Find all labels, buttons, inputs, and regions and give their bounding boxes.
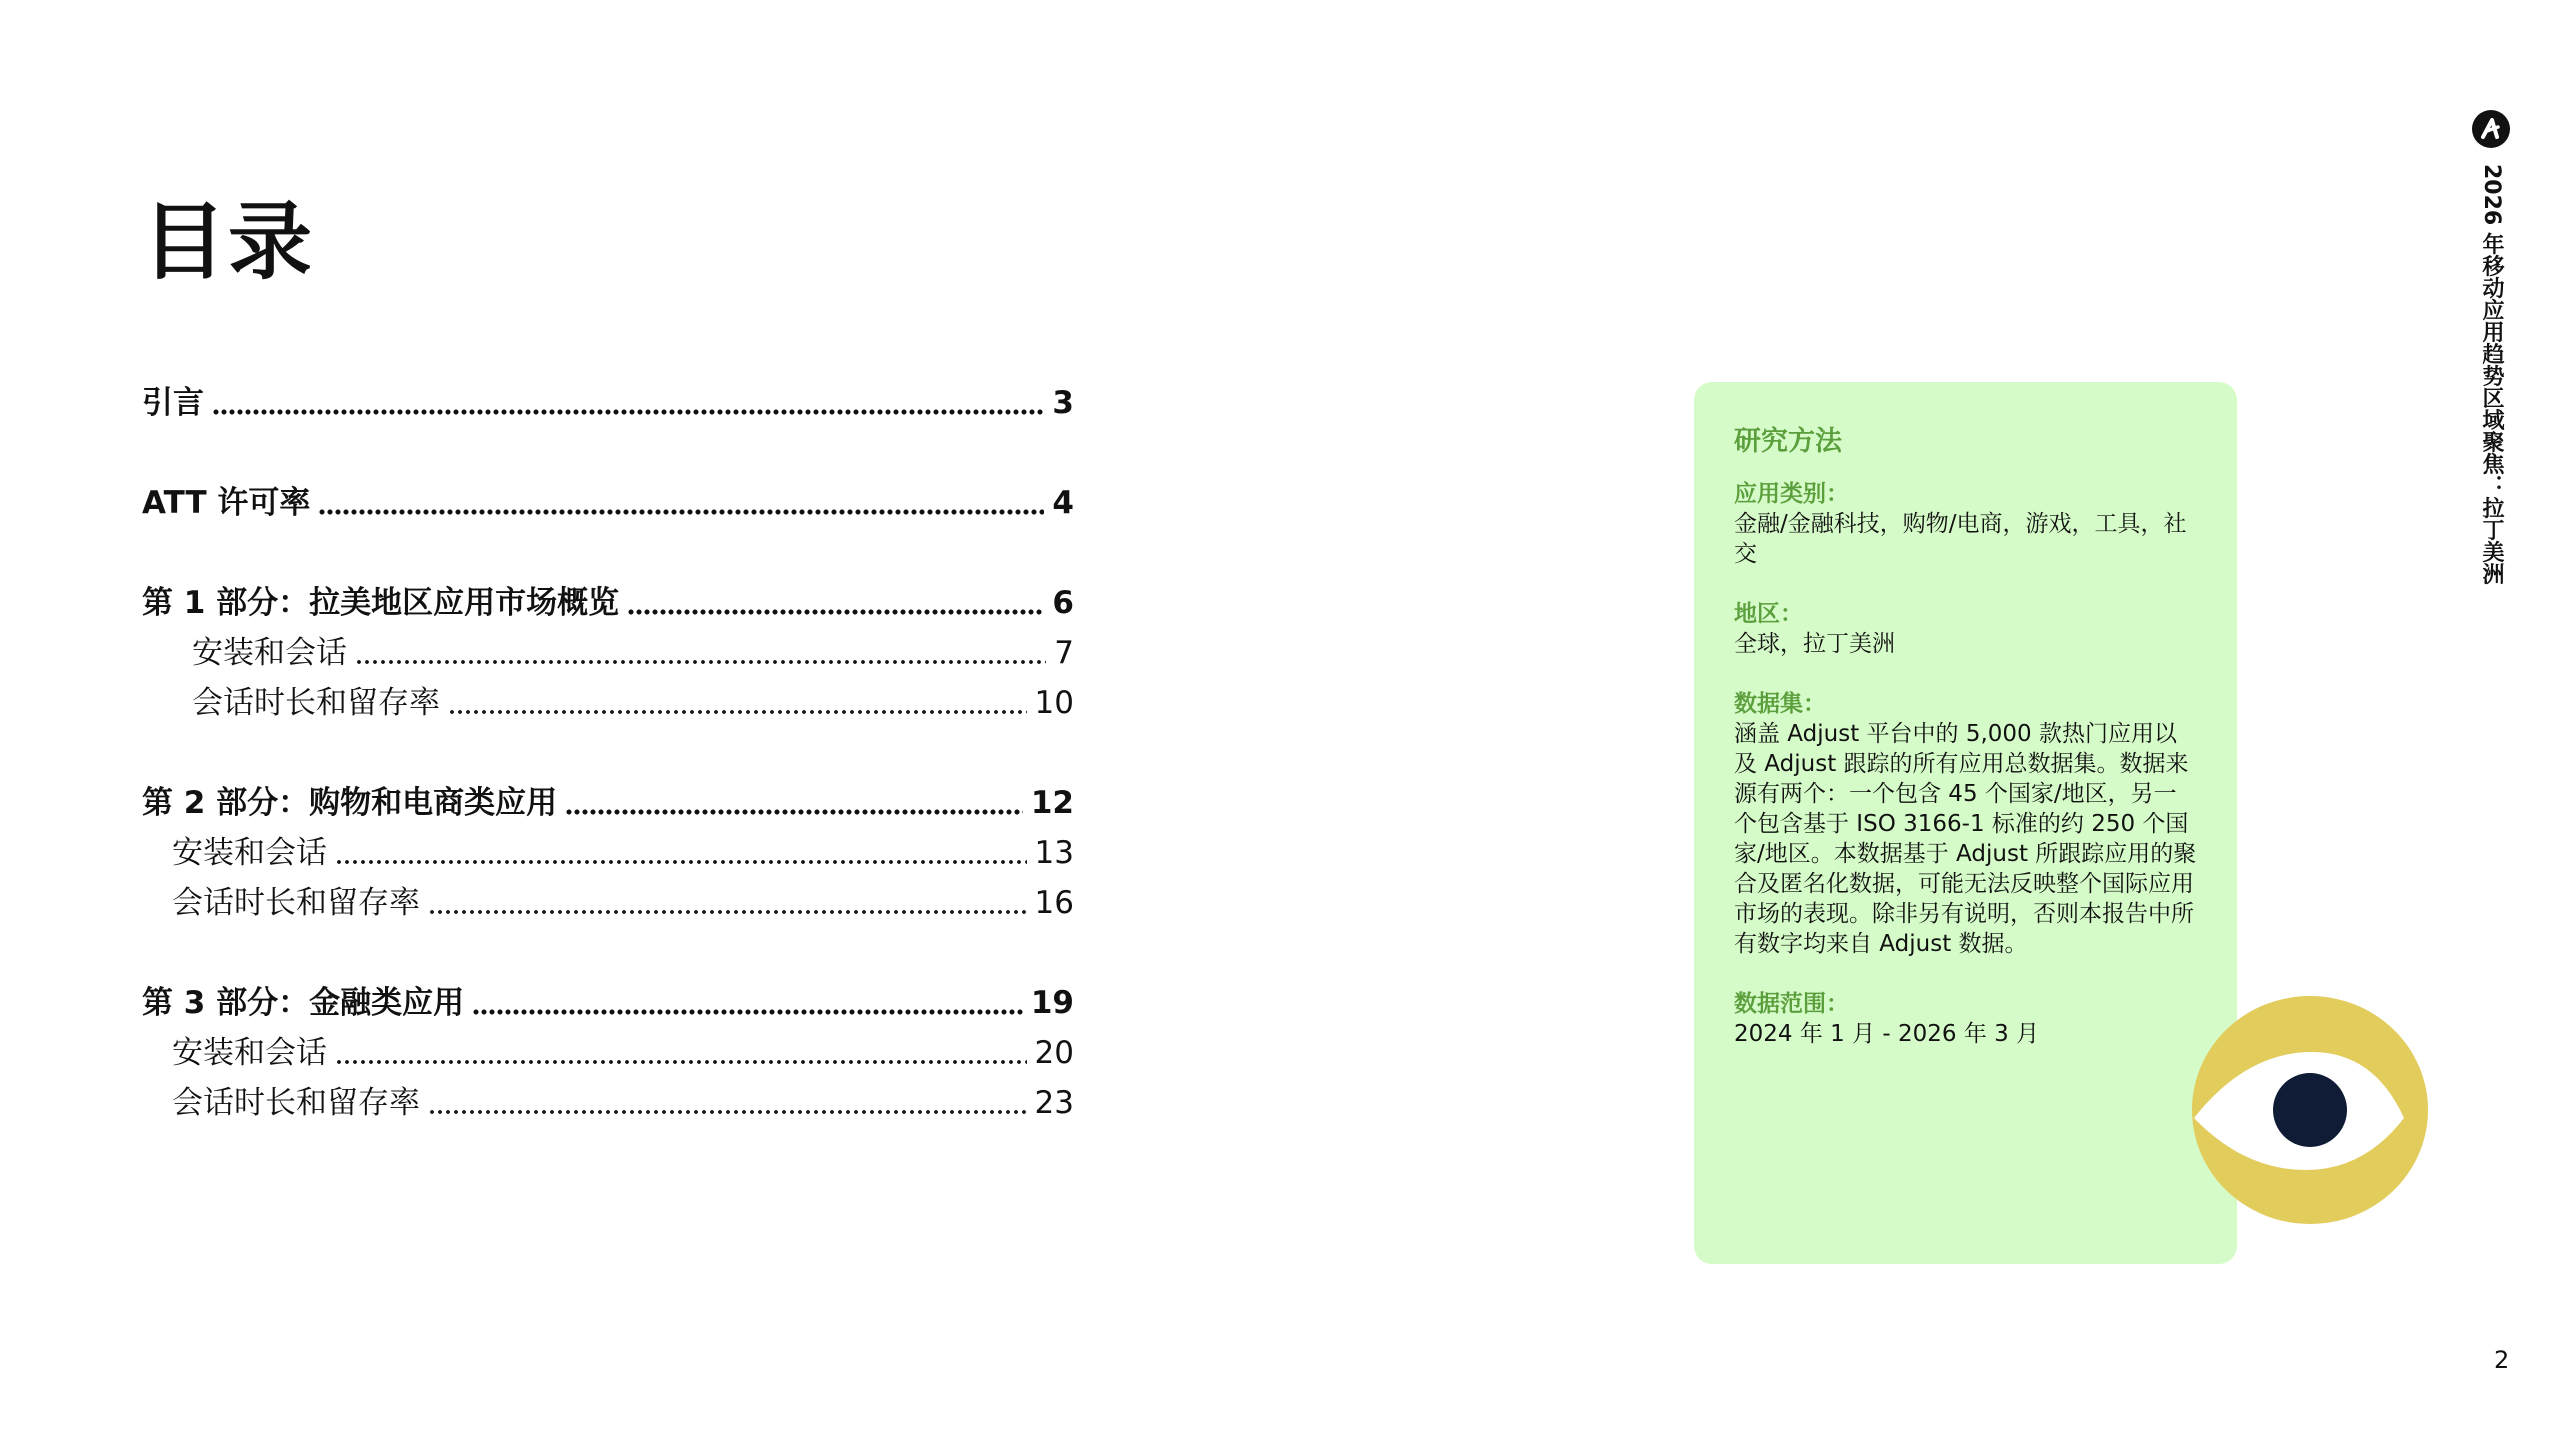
toc-entry-label: 安装和会话 (172, 835, 327, 871)
toc-dot-leader (428, 909, 1027, 915)
dataset-text: 涵盖 Adjust 平台中的 5,000 款热门应用以及 Adjust 跟踪的所有应用总数据集。数据来源有两个：一个包含 45 个国家/地区，另一个包含基于 ISO 3166-1 标准的约 250 个国家/地区。本数据基于 Adjust 所跟踪应用的聚合及匿名化数据，可能无法反映整个国际应用市场的表现。除非另有说明，否则本报告中所有数字均来自 Adjust 数据。 (1734, 721, 2197, 958)
toc-subsection-entry[interactable] (142, 878, 1074, 928)
toc-dot-leader (318, 509, 1044, 515)
toc-section-entry[interactable] (142, 378, 1074, 428)
toc-entry-label: 第 3 部分：金融类应用 (142, 985, 465, 1021)
toc-entry-page: 3 (1052, 385, 1074, 421)
toc-subsection-entry[interactable] (142, 828, 1074, 878)
toc-entry-label: 安装和会话 (172, 1035, 327, 1071)
toc-dot-leader (335, 859, 1027, 865)
toc-subsection-entry[interactable] (142, 628, 1074, 678)
toc-section-entry[interactable] (142, 778, 1074, 828)
methodology-title: 研究方法 (1734, 426, 1842, 457)
dataset-label: 数据集： (1734, 691, 1826, 718)
toc-subsection-entry[interactable] (142, 1028, 1074, 1078)
toc-dot-leader (472, 1009, 1023, 1015)
toc-entry-label: 会话时长和留存率 (192, 685, 440, 721)
toc-entry-label: 引言 (142, 385, 204, 421)
page-number: 2 (2494, 1346, 2510, 1374)
toc-dot-leader (355, 659, 1046, 665)
toc-entry-page: 16 (1034, 885, 1074, 921)
toc-entry-page: 19 (1030, 985, 1074, 1021)
app-category-text: 金融/金融科技，购物/电商，游戏，工具，社交 (1734, 511, 2187, 568)
toc-entry-label: 会话时长和留存率 (172, 885, 420, 921)
toc-entry-page: 12 (1030, 785, 1074, 821)
toc-dot-leader (212, 409, 1044, 415)
adjust-logo-icon (2472, 110, 2510, 148)
toc-dot-leader (335, 1059, 1027, 1065)
toc-spacer (142, 928, 1074, 978)
toc-spacer (142, 528, 1074, 578)
toc-entry-page: 13 (1034, 835, 1074, 871)
toc-entry-page: 10 (1034, 685, 1074, 721)
toc-entry-page: 4 (1052, 485, 1074, 521)
date-range-label: 数据范围： (1734, 991, 1849, 1018)
toc-subsection-entry[interactable] (142, 1078, 1074, 1128)
toc-section-entry[interactable] (142, 978, 1074, 1028)
toc-subsection-entry[interactable] (142, 678, 1074, 728)
toc-entry-label: 第 2 部分：购物和电商类应用 (142, 785, 558, 821)
toc-entry-label: 第 1 部分：拉美地区应用市场概览 (142, 585, 620, 621)
toc-dot-leader (448, 709, 1027, 715)
toc-section-entry[interactable] (142, 578, 1074, 628)
toc-entry-page: 20 (1034, 1035, 1074, 1071)
toc-dot-leader (627, 609, 1044, 615)
toc-spacer (142, 728, 1074, 778)
toc-entry-label: 安装和会话 (192, 635, 347, 671)
toc-entry-label: 会话时长和留存率 (172, 1085, 420, 1121)
toc-section-entry[interactable] (142, 478, 1074, 528)
toc-spacer (142, 428, 1074, 478)
region-label: 地区： (1734, 601, 1803, 628)
toc-entry-page: 6 (1052, 585, 1074, 621)
app-category-label: 应用类别： (1734, 481, 1849, 508)
table-of-contents (142, 378, 1074, 1128)
region-text: 全球，拉丁美洲 (1734, 631, 1895, 658)
report-side-title: 2026 年移动应用趋势区域聚焦：拉丁美洲 (2479, 164, 2504, 585)
eye-icon (2190, 994, 2430, 1226)
methodology-card (1694, 382, 2237, 1264)
date-range-text: 2024 年 1 月 - 2026 年 3 月 (1734, 1021, 2040, 1048)
toc-entry-label: ATT 许可率 (142, 485, 311, 521)
page-title: 目录 (142, 193, 315, 291)
toc-dot-leader (565, 809, 1023, 815)
toc-dot-leader (428, 1109, 1027, 1115)
toc-entry-page: 7 (1054, 635, 1074, 671)
toc-entry-page: 23 (1034, 1085, 1074, 1121)
